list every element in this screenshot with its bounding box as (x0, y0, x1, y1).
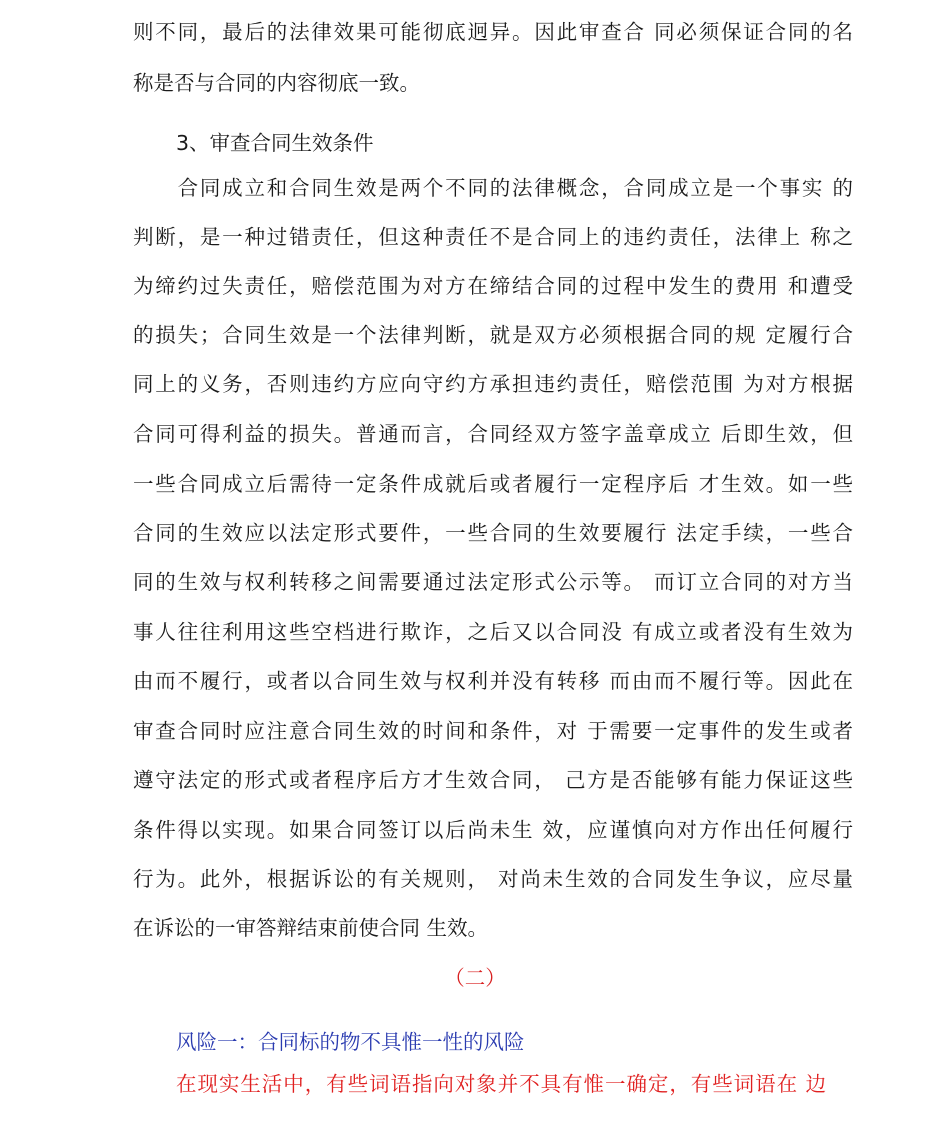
body-line: 判断，是一种过错责任，但这种责任不是合同上的违约责任，法律上 称之 (133, 225, 853, 249)
risk-title: 风险一：合同标的物不具惟一性的风险 (176, 1030, 525, 1054)
body-line: 行为。此外，根据诉讼的有关规则， 对尚未生效的合同发生争议，应尽量 (133, 867, 853, 891)
body-line: 称是否与合同的内容彻底一致。 (133, 71, 420, 95)
risk-text-line: 在现实生活中，有些词语指向对象并不具有惟一确定，有些词语在 边 (176, 1072, 826, 1096)
body-line: 一些合同成立后需待一定条件成就后或者履行一定程序后 才生效。如一些 (133, 472, 853, 496)
body-line: 同的生效与权利转移之间需要通过法定形式公示等。 而订立合同的对方当 (133, 570, 853, 594)
body-line: 同上的义务，否则违约方应向守约方承担违约责任，赔偿范围 为对方根据 (133, 372, 853, 396)
body-line: 审查合同时应注意合同生效的时间和条件，对 于需要一定事件的发生或者 (133, 719, 853, 743)
body-line: 合同的生效应以法定形式要件，一些合同的生效要履行 法定手续，一些合 (133, 521, 853, 545)
body-line: 则不同，最后的法律效果可能彻底迥异。因此审查合 同必须保证合同的名 (133, 20, 853, 44)
body-line: 在诉讼的一审答辩结束前使合同 生效。 (133, 916, 489, 940)
section-mark: （二） (444, 966, 506, 990)
body-line: 事人往往利用这些空档进行欺诈，之后又以合同没 有成立或者没有生效为 (133, 620, 853, 644)
section-heading: 3、审查合同生效条件 (176, 131, 374, 155)
body-line: 由而不履行，或者以合同生效与权利并没有转移 而由而不履行等。因此在 (133, 669, 853, 693)
body-line: 的损失；合同生效是一个法律判断，就是双方必须根据合同的规 定履行合 (133, 323, 853, 347)
body-line: 合同成立和合同生效是两个不同的法律概念，合同成立是一个事实 的 (133, 176, 853, 200)
body-line: 为缔约过失责任，赔偿范围为对方在缔结合同的过程中发生的费用 和遭受 (133, 274, 853, 298)
body-line: 条件得以实现。如果合同签订以后尚未生 效，应谨慎向对方作出任何履行 (133, 818, 853, 842)
body-line: 遵守法定的形式或者程序后方才生效合同， 己方是否能够有能力保证这些 (133, 768, 853, 792)
body-line: 合同可得利益的损失。普通而言，合同经双方签字盖章成立 后即生效，但 (133, 422, 853, 446)
